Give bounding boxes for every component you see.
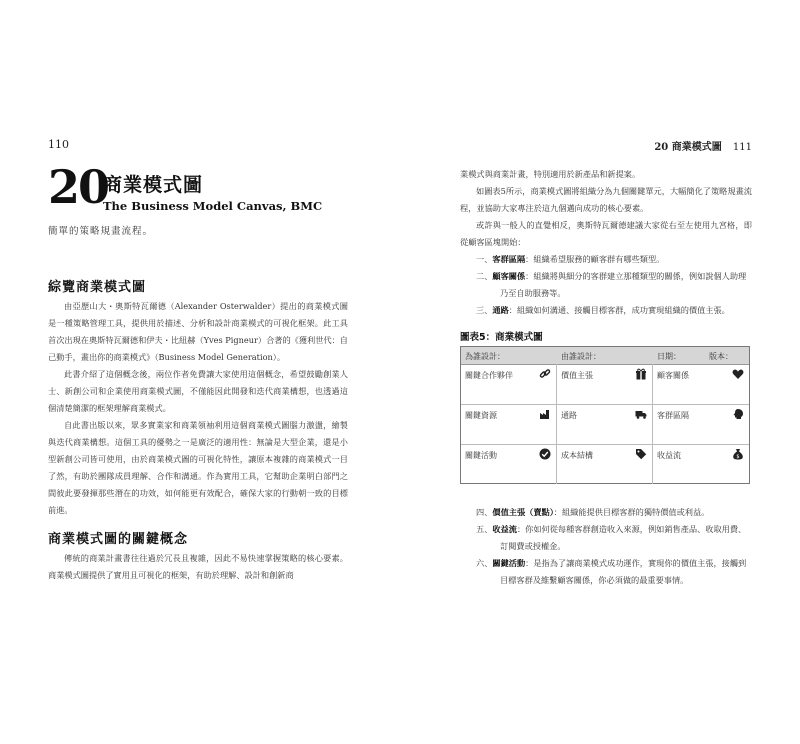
canvas-cell-key-resources: 關鍵資源 <box>461 404 557 444</box>
section-heading-key-concepts: 商業模式圖的關鍵概念 <box>48 532 189 547</box>
page-number-left: 110 <box>48 138 69 151</box>
version-label: 版本： <box>709 352 733 361</box>
paragraph: 或許與一般人的直覺相反，奧斯特瓦爾德建議大家從右至左使用九宮格，即從顧客區塊開始： <box>460 220 752 247</box>
list-item: 六、關鍵活動：是指為了讓商業模式成功運作，實現你的價值主張，接觸到目標客群及維繫顧客關係，你必須做的最重要事情。 <box>476 558 747 585</box>
chapter-number: 20 <box>48 160 109 214</box>
section-heading-overview: 綜覽商業模式圖 <box>48 280 147 295</box>
paragraph: 自此書出版以來，眾多實業家和商業領袖利用這個商業模式圖腦力激盪，繪製與迭代商業構想。這個工具的優勢之一是廣泛的適用性：無論是大型企業，還是小型新創公司皆可使用，由於商業模式圖的可視化特性，讓原本複雜的商業模式一目了然，有助於團隊成員理解、合作和溝通。作為實用工具，它幫助企業明白部門之間彼此要發揮那些潛在的功效，如何能更有效配合，確保大家的行動朝一致的目標前進。 <box>48 420 348 515</box>
canvas-cell-customer-segments: 客群區隔 <box>653 404 749 444</box>
canvas-cell-cost-structure: 成本結構 <box>557 444 653 484</box>
truck-icon <box>635 408 647 420</box>
canvas-cell-key-activities: 關鍵活動 <box>461 444 557 484</box>
factory-icon <box>539 408 551 420</box>
right-page <box>400 0 800 744</box>
canvas-cell-value-proposition: 價值主張 <box>557 364 653 404</box>
designed-for-label: 為誰設計： <box>465 352 505 361</box>
paragraph: 由亞歷山大・奧斯特瓦爾德（Alexander Osterwalder）提出的商業模式圖是一種策略管理工具，提供用於描述、分析和設計商業模式的可視化框架。此工具首次出現在奧斯特瓦爾德和伊夫・比紐赫（Yves Pigneur）合著的《獲利世代：自己動手，畫出你的商業模式》（Business Model Generation）。 <box>48 301 348 362</box>
list-item: 二、顧客關係：組織將與細分的客群建立那種類型的關係，例如說個人助理乃至自助服務等。 <box>476 271 747 298</box>
canvas-header <box>461 347 749 365</box>
heart-icon <box>732 368 744 380</box>
date-label: 日期： <box>657 352 681 361</box>
designed-by-label: 由誰設計： <box>561 352 601 361</box>
link-icon <box>539 368 551 380</box>
running-head-title: 20 商業模式圖 <box>654 142 722 153</box>
figure-label: 圖表5：商業模式圖 <box>460 332 543 343</box>
page-number-right: 111 <box>732 142 752 153</box>
list-value-side <box>476 504 752 589</box>
canvas-cell-key-partners: 關鍵合作夥伴 <box>461 364 557 404</box>
list-customer-side <box>476 251 752 319</box>
gift-icon <box>635 368 647 380</box>
list-item: 一、客群區隔：組織希望服務的顧客群有哪些類型。 <box>476 254 665 264</box>
tag-icon <box>635 448 647 460</box>
canvas-cell-channels: 通路 <box>557 404 653 444</box>
canvas-cell-customer-relationships: 顧客關係 <box>653 364 749 404</box>
list-item: 三、通路：組織如何溝通、接觸目標客群，成功實現組織的價值主張。 <box>476 305 730 315</box>
running-head <box>654 138 752 153</box>
chapter-title: 商業模式圖 <box>103 174 204 196</box>
chapter-subtitle: The Business Model Canvas, BMC <box>103 199 323 213</box>
business-model-canvas <box>460 346 750 484</box>
paragraph: 如圖表5所示，商業模式圖將組織分為九個關鍵單元，大幅簡化了策略規畫流程，並協助大家專注於這九個邁向成功的核心要素。 <box>460 186 752 213</box>
money-bag-icon <box>732 448 744 460</box>
paragraph: 傳統的商業計畫書往往過於冗長且複雜，因此不易快速掌握策略的核心要素。商業模式圖提供了實用且可視化的框架，有助於理解、設計和創新商 <box>48 553 348 580</box>
check-icon <box>539 448 551 460</box>
svg-text:$: $ <box>736 454 740 460</box>
list-item: 四、價值主張（賣點）：組織能提供目標客群的獨特價值或利益。 <box>476 507 710 517</box>
canvas-row <box>461 404 749 445</box>
canvas-row <box>461 444 749 484</box>
list-item: 五、收益流：你如何從每種客群創造收入來源，例如銷售產品、收取用費、訂閱費或授權金。 <box>476 524 747 551</box>
canvas-cell-revenue-streams: 收益流 $ <box>653 444 749 484</box>
chapter-tagline: 簡單的策略規畫流程。 <box>48 226 154 237</box>
canvas-row <box>461 364 749 405</box>
paragraph: 業模式與商業計畫，特別適用於新產品和新提案。 <box>460 169 641 179</box>
paragraph: 此書介紹了這個概念後，兩位作者免費讓大家使用這個概念，希望鼓勵創業人士、新創公司和企業使用商業模式圖，不僅能因此開發和迭代商業構想，也透過這個清楚簡潔的框架理解商業模式。 <box>48 369 348 413</box>
head-icon <box>732 408 744 420</box>
